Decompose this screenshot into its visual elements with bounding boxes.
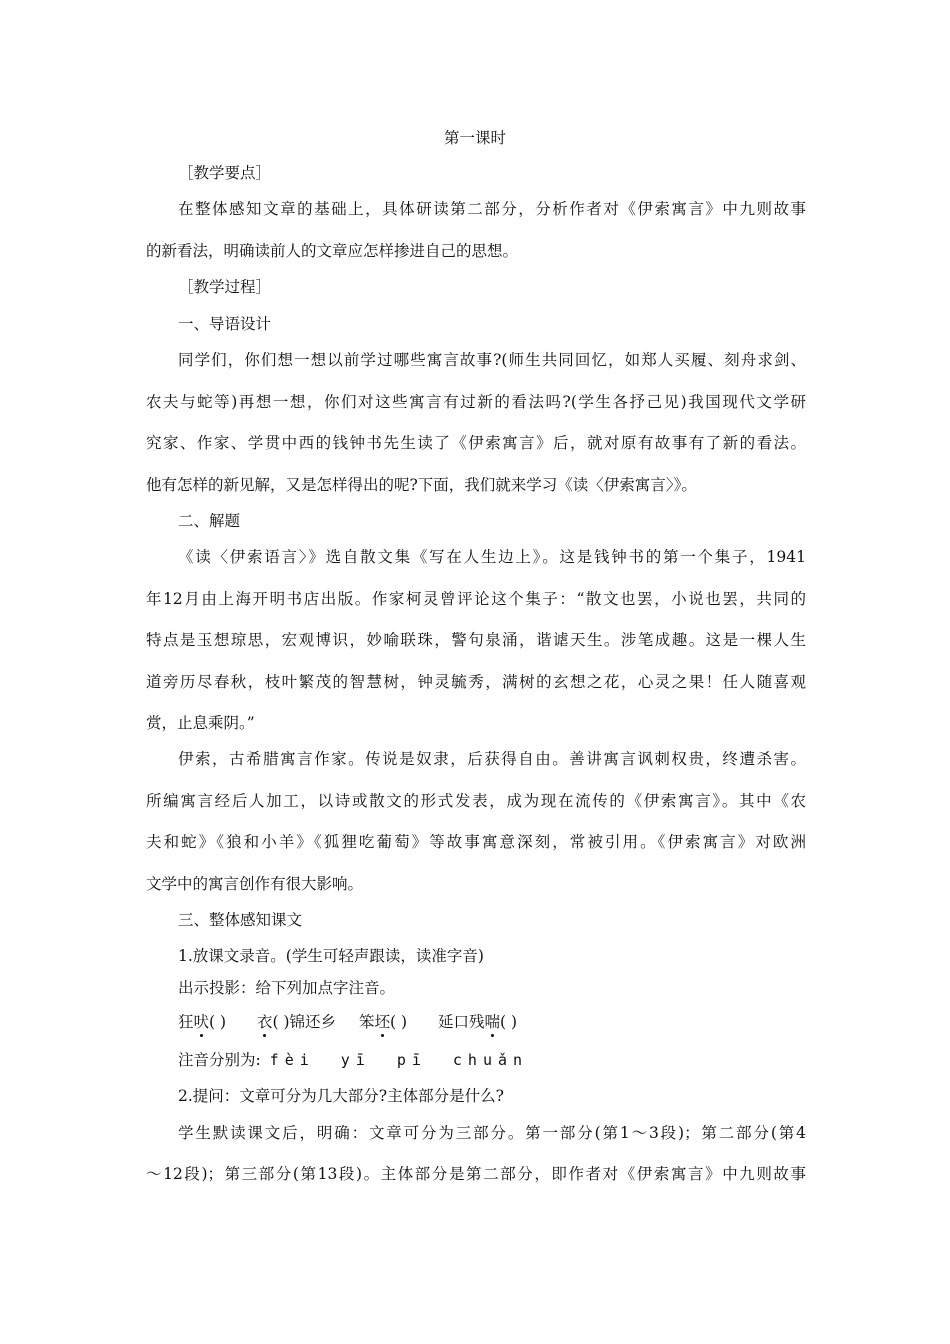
- answer-label: 注音分别为:: [178, 1051, 261, 1069]
- explain-line: 道旁历尽春秋，枝叶繁茂的智慧树，钟灵毓秀，满树的玄想之花，心灵之果！任人随喜观: [146, 673, 806, 691]
- step-2-answer-line: ～12段)；第三部分(第13段)。主体部分是第二部分，即作者对《伊索寓言》中九则故事: [146, 1165, 806, 1183]
- explain-line: 《读〈伊索语言〉》选自散文集《写在人生边上》。这是钱钟书的第一个集子，1941: [178, 548, 806, 566]
- step-2-answer-line: 学生默读课文后，明确：文章可分为三部分。第一部分(第1～3段)；第二部分(第4: [178, 1124, 806, 1142]
- intro-line: 农夫与蛇等)再想一想，你们对这些寓言有过新的看法吗?(学生各抒己见)我国现代文学研: [146, 393, 806, 411]
- pinyin-answer: pī: [396, 1051, 427, 1069]
- process-heading: ［教学过程］: [178, 278, 272, 296]
- intro-line: 究家、作家、学贯中西的钱钟书先生读了《伊索寓言》后，就对原有故事有了新的看法。: [146, 434, 806, 452]
- step-2: 2.提问：文章可分为几大部分?主体部分是什么?: [178, 1087, 504, 1105]
- aesop-line: 伊索，古希腊寓言作家。传说是奴隶，后获得自由。善讲寓言讽刺权贵，终遭杀害。: [178, 750, 806, 768]
- step-1: 1.放课文录音。(学生可轻声跟读，读准字音): [178, 947, 484, 965]
- section-heading-title-explain: 二、解题: [178, 512, 241, 530]
- phonetic-item: 笨坯( ): [358, 1013, 408, 1031]
- aesop-line: 文学中的寓言创作有很大影响。: [146, 875, 364, 893]
- phonetic-item: 狂吠( ): [178, 1013, 227, 1031]
- teaching-points-heading: ［教学要点］: [178, 164, 272, 182]
- pinyin-answer: chuǎn: [452, 1051, 529, 1069]
- aesop-line: 所编寓言经后人加工，以诗或散文的形式发表，成为现在流传的《伊索寓言》。其中《农: [146, 792, 806, 810]
- lesson-title: 第一课时: [443, 129, 506, 147]
- phonetic-answers: [178, 1049, 554, 1071]
- intro-line: 他有怎样的新见解，又是怎样得出的呢?下面，我们就来学习《读〈伊索寓言〉》。: [146, 476, 697, 494]
- aesop-line: 夫和蛇》《狼和小羊》《狐狸吃葡萄》等故事寓意深刻，常被引用。《伊索寓言》对欧洲: [146, 833, 806, 851]
- teaching-points-line: 的新看法，明确读前人的文章应怎样掺进自己的思想。: [146, 242, 519, 260]
- pinyin-answer: yī: [340, 1051, 371, 1069]
- pinyin-answer: fèi: [269, 1051, 315, 1069]
- section-heading-intro: 一、导语设计: [178, 315, 272, 333]
- teaching-points-line: 在整体感知文章的基础上，具体研读第二部分，分析作者对《伊索寓言》中九则故事: [178, 200, 806, 218]
- phonetic-item: 衣( )锦还乡: [257, 1013, 337, 1031]
- explain-line: 赏，止息乘阴。”: [146, 714, 255, 732]
- projection-instruction: 出示投影：给下列加点字注音。: [178, 979, 396, 997]
- explain-line: 年12月由上海开明书店出版。作家柯灵曾评论这个集子：“散文也罢，小说也罢，共同的: [146, 590, 806, 608]
- explain-line: 特点是玉想琼思，宏观博识，妙喻联珠，警句泉涌，谐谑天生。涉笔成趣。这是一棵人生: [146, 631, 806, 649]
- phonetic-exercise: [178, 1011, 543, 1033]
- section-heading-overview: 三、整体感知课文: [178, 911, 303, 929]
- phonetic-item: 延口残喘( ): [437, 1013, 518, 1031]
- intro-line: 同学们，你们想一想以前学过哪些寓言故事?(师生共同回忆，如郑人买履、刻舟求剑、: [178, 351, 806, 369]
